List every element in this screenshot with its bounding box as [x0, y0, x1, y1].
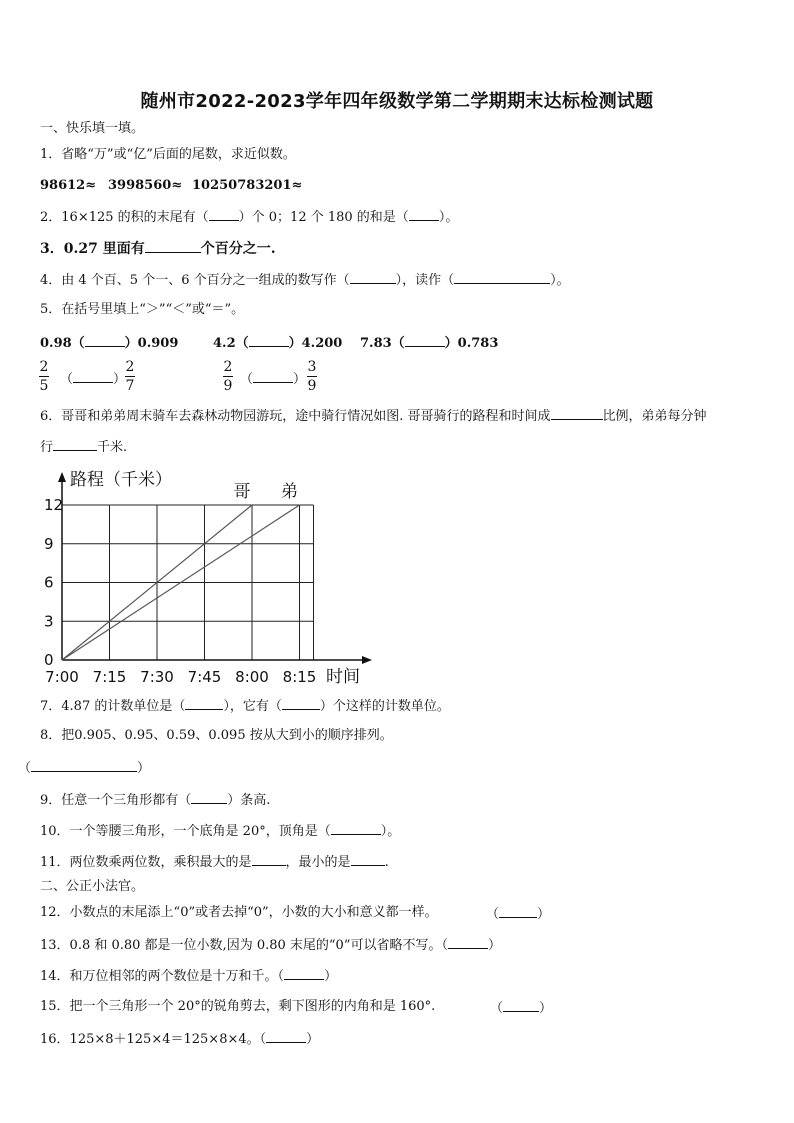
answer-blank[interactable]	[73, 369, 113, 383]
question-14: 14．和万位相邻的两个数位是十万和千。（ ）	[40, 966, 337, 986]
judgement-blank: （ ）	[490, 998, 552, 1018]
question-1: 1．省略“万”或“亿”后面的尾数，求近似数。	[40, 147, 296, 162]
answer-blank[interactable]	[284, 966, 324, 980]
x-tick-label: 7:30	[140, 668, 174, 686]
fraction: 2 7	[125, 359, 135, 394]
answer-blank[interactable]	[499, 904, 537, 918]
answer-blank[interactable]	[282, 696, 320, 710]
fraction: 2 9	[223, 359, 233, 394]
question-6: 6．哥哥和弟弟周末骑车去森林动物园游玩，途中骑行情况如图. 哥哥骑行的路程和时间成 比例，弟弟每分钟	[40, 406, 707, 426]
y-axis-label: 路程（千米）	[70, 470, 172, 490]
answer-blank[interactable]	[503, 998, 539, 1012]
series-label: 弟	[281, 482, 298, 502]
answer-blank[interactable]	[252, 852, 286, 866]
question-9: 9．任意一个三角形都有（ ）条高.	[40, 790, 270, 810]
series-label: 哥	[233, 482, 251, 502]
y-tick-label: 12	[44, 496, 64, 514]
answer-blank[interactable]	[405, 333, 445, 347]
y-tick-label: 9	[44, 534, 54, 553]
y-axis-arrow	[58, 472, 66, 482]
question-8-answer: （ ）	[18, 758, 150, 778]
answer-blank[interactable]	[351, 852, 385, 866]
question-1-item-2: 3998560≈	[108, 178, 183, 193]
question-4: 4．由 4 个百、5 个一、6 个百分之一组成的数写作（ ），读作（ ）。	[40, 270, 570, 290]
answer-blank[interactable]	[85, 333, 125, 347]
question-11: 11．两位数乘两位数，乘积最大的是 ，最小的是 .	[40, 852, 389, 872]
question-2: 2．16×125 的积的末尾有（ ）个 0；12 个 180 的和是（ ）。	[40, 207, 458, 227]
question-7: 7．4.87 的计数单位是（ ），它有（ ）个这样的计数单位。	[40, 696, 450, 716]
answer-blank[interactable]	[31, 758, 137, 772]
answer-blank[interactable]	[145, 239, 201, 253]
fraction: 3 9	[307, 359, 317, 394]
fraction: 2 5	[39, 359, 49, 394]
question-6-continued: 行 千米.	[40, 437, 127, 457]
question-12: 12．小数点的末尾添上“0”或者去掉“0”，小数的大小和意义都一样。	[40, 905, 438, 920]
answer-blank[interactable]	[448, 935, 488, 949]
answer-blank[interactable]	[331, 821, 381, 835]
answer-blank[interactable]	[253, 369, 293, 383]
section-heading-2: 二、公正小法官。	[40, 879, 145, 894]
answer-blank[interactable]	[409, 207, 439, 221]
y-tick-label: 0	[44, 651, 54, 669]
question-10: 10．一个等腰三角形，一个底角是 20°，顶角是（ ）。	[40, 821, 400, 841]
y-tick-label: 6	[44, 573, 54, 592]
x-tick-label: 7:15	[92, 668, 127, 686]
judgement-blank: （ ）	[486, 904, 550, 924]
question-5-item-2: 4.2（ ）4.200	[213, 333, 342, 353]
x-tick-label: 8:00	[235, 668, 269, 686]
answer-blank[interactable]	[551, 406, 603, 420]
x-tick-label: 8:15	[282, 668, 317, 686]
x-tick-label: 7:45	[187, 668, 222, 686]
question-8: 8．把0.905、0.95、0.59、0.095 按从大到小的顺序排列。	[40, 728, 393, 743]
answer-blank[interactable]	[53, 437, 97, 451]
answer-blank[interactable]	[350, 270, 396, 284]
comparison-blank: （ ）	[240, 369, 306, 389]
question-5-item-1: 0.98（ ）0.909	[40, 333, 178, 353]
answer-blank[interactable]	[185, 696, 223, 710]
question-3: 3．0.27 里面有 个百分之一.	[40, 241, 276, 257]
question-1-item-1: 98612≈	[40, 178, 97, 193]
answer-blank[interactable]	[454, 270, 550, 284]
y-tick-label: 3	[44, 612, 54, 631]
question-1-item-3: 10250783201≈	[192, 178, 303, 193]
question-13: 13．0.8 和 0.80 都是一位小数,因为 0.80 末尾的“0”可以省略不写。（ ）	[40, 935, 501, 955]
question-15: 15．把一个三角形一个 20°的锐角剪去，剩下图形的内角和是 160°.	[40, 999, 436, 1014]
distance-time-chart	[30, 462, 390, 692]
comparison-blank: （ ）	[60, 369, 126, 389]
answer-blank[interactable]	[191, 790, 227, 804]
section-heading-1: 一、快乐填一填。	[40, 121, 145, 136]
question-16: 16．125×8＋125×4＝125×8×4。（ ）	[40, 1029, 319, 1049]
question-5: 5．在括号里填上“＞”“＜”或“＝”。	[40, 302, 245, 317]
page-title: 随州市2022-2023学年四年级数学第二学期期末达标检测试题	[140, 91, 654, 112]
answer-blank[interactable]	[266, 1029, 306, 1043]
x-tick-label: 7:00	[45, 668, 79, 686]
question-5-item-3: 7.83（ ）0.783	[360, 333, 498, 353]
answer-blank[interactable]	[209, 207, 239, 221]
x-axis-label: 时间	[326, 667, 360, 687]
chart-svg	[30, 462, 390, 692]
x-axis-arrow	[362, 656, 372, 664]
answer-blank[interactable]	[249, 333, 289, 347]
